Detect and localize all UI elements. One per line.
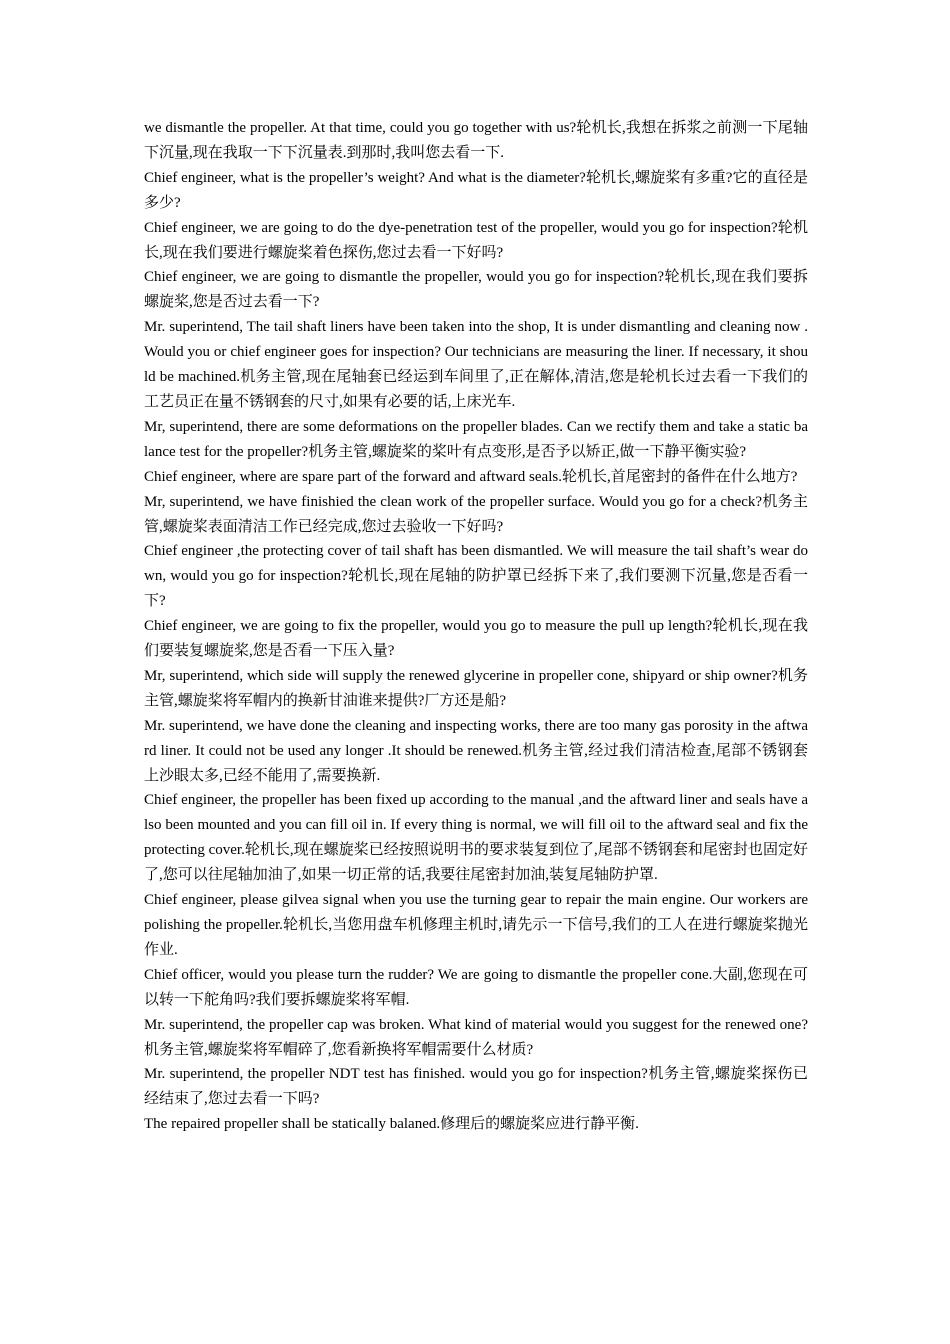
document-page <box>144 116 808 1137</box>
paragraph-12: Mr. superintend, we have done the cleaning and inspecting works, there are too many gas porosity in the aftward liner. It could not be used any longer .It should be renewed.机务主管,经过我们清洁检查,尾部不锈钢套上沙眼太多,已经不能用了,需要换新. <box>144 717 808 784</box>
paragraph-14: Chief engineer, please gilvea signal when you use the turning gear to repair the main engine. Our workers are polishing the propeller.轮机长,当您用盘车机修理主机时,请先示一下信号,我们的工人在进行螺旋桨抛光作业. <box>144 892 808 958</box>
paragraph-13: Chief engineer, the propeller has been fixed up according to the manual ,and the aftward liner and seals have also been mounted and you can fill oil in. If every thing is normal, we will fill oil to the aftward seal and fix the protecting cover.轮机长,现在螺旋桨已经按照说明书的要求装复到位了,尾部不锈钢套和尾密封也固定好了,您可以往尾轴加油了,如果一切正常的话,我要往尾密封加油,装复尾轴防护罩. <box>144 792 808 884</box>
paragraph-17: Mr. superintend, the propeller NDT test has finished. would you go for inspection?机务主管,螺旋桨探伤已经结束了,您过去看一下吗? <box>144 1066 808 1108</box>
paragraph-2: Chief engineer, what is the propeller’s weight? And what is the diameter?轮机长,螺旋桨有多重?它的直径是多少? <box>144 169 808 211</box>
paragraph-10: Chief engineer, we are going to fix the propeller, would you go to measure the pull up length?轮机长,现在我们要装复螺旋桨,您是否看一下压入量? <box>144 618 808 660</box>
paragraph-15: Chief officer, would you please turn the rudder? We are going to dismantle the propeller cone.大副,您现在可以转一下舵角吗?我们要拆螺旋桨将军帽. <box>144 966 808 1008</box>
paragraph-6: Mr, superintend, there are some deformations on the propeller blades. Can we rectify them and take a static balance test for the propeller?机务主管,螺旋桨的桨叶有点变形,是否予以矫正,做一下静平衡实验? <box>144 418 808 460</box>
paragraph-7: Chief engineer, where are spare part of the forward and aftward seals.轮机长,首尾密封的备件在什么地方? <box>144 468 798 485</box>
paragraph-16: Mr. superintend, the propeller cap was broken. What kind of material would you suggest for the renewed one?机务主管,螺旋桨将军帽碎了,您看新换将军帽需要什么材质? <box>144 1016 808 1058</box>
paragraph-3: Chief engineer, we are going to do the dye-penetration test of the propeller, would you go for inspection?轮机长,现在我们要进行螺旋桨着色探伤,您过去看一下好吗? <box>144 219 808 261</box>
paragraph-8: Mr, superintend, we have finishied the clean work of the propeller surface. Would you go for a check?机务主管,螺旋桨表面清洁工作已经完成,您过去验收一下好吗? <box>144 493 808 535</box>
paragraph-4: Chief engineer, we are going to dismantle the propeller, would you go for inspection?轮机长,现在我们要拆螺旋桨,您是否过去看一下? <box>144 269 808 311</box>
paragraph-1: we dismantle the propeller. At that time, could you go together with us?轮机长,我想在拆浆之前测一下尾轴下沉量,现在我取一下下沉量表.到那时,我叫您去看一下. <box>144 120 808 161</box>
paragraph-5: Mr. superintend, The tail shaft liners have been taken into the shop, It is under dismantling and cleaning now .Would you or chief engineer goes for inspection? Our technicians are measuring the liner. If necessary, it should be machined.机务主管,现在尾轴套已经运到车间里了,正在解体,清洁,您是轮机长过去看一下我们的工艺员正在量不锈钢套的尺寸,如果有必要的话,上床光车. <box>144 319 808 410</box>
paragraph-11: Mr, superintend, which side will supply the renewed glycerine in propeller cone, shipyard or ship owner?机务主管,螺旋桨将军帽内的换新甘油谁来提供?厂方还是船? <box>144 667 808 709</box>
paragraph-9: Chief engineer ,the protecting cover of tail shaft has been dismantled. We will measure the tail shaft’s wear down, would you go for inspection?轮机长,现在尾轴的防护罩已经拆下来了,我们要测下沉量,您是否看一下? <box>144 543 808 610</box>
paragraph-18: The repaired propeller shall be statically balaned.修理后的螺旋桨应进行静平衡. <box>144 1116 639 1133</box>
